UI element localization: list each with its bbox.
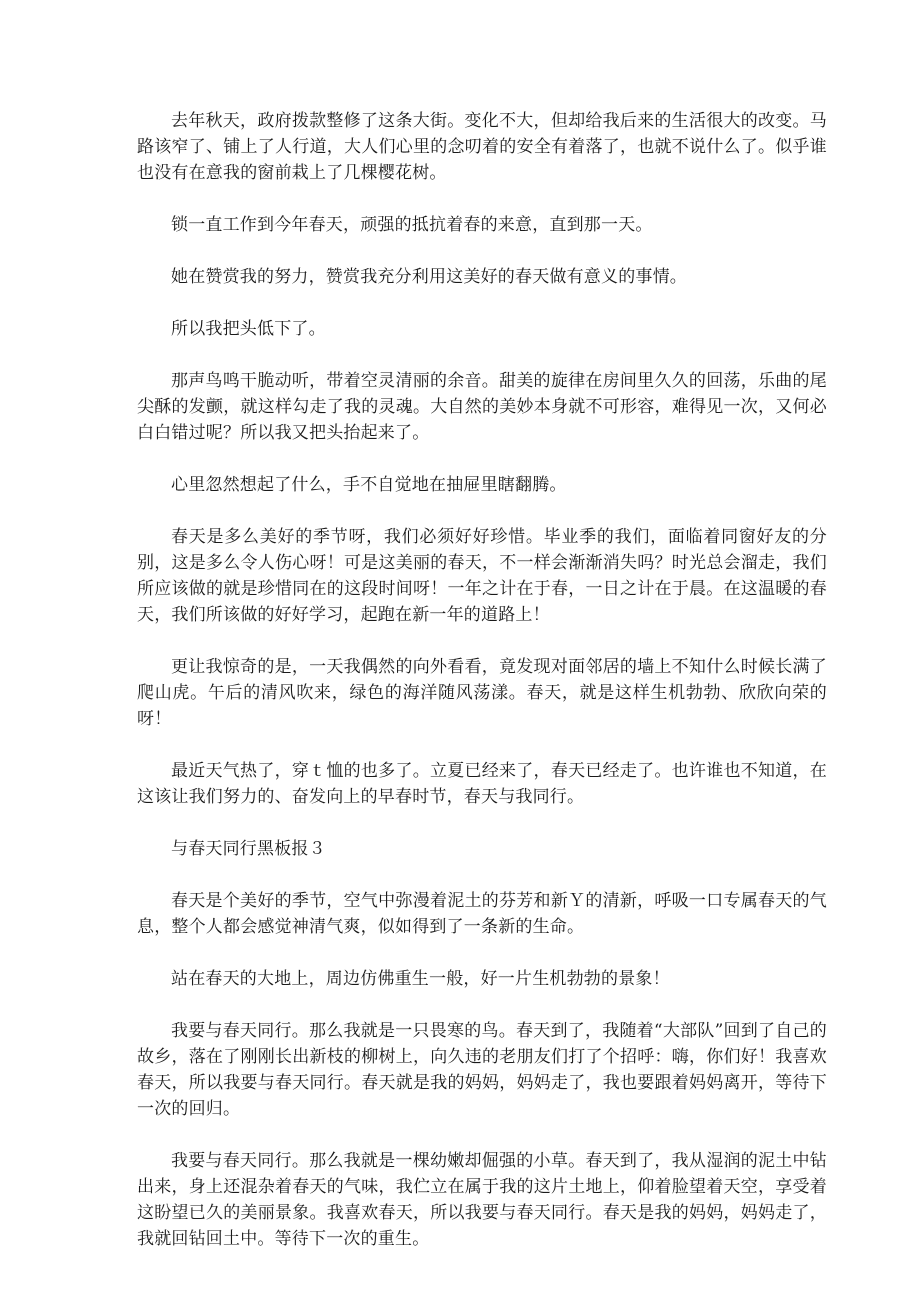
paragraph-12: 我要与春天同行。那么我就是一只畏寒的鸟。春天到了，我随着“大部队”回到了自己的故乡，落在了刚刚长出新枝的柳树上，向久违的老朋友们打了个招呼：嗨，你们好！我喜欢春天，所以我要与春天同行。春天就是我的妈妈，妈妈走了，我也要跟着妈妈离开，等待下一次的回归。: [137, 1021, 827, 1119]
paragraph-2: 锁一直工作到今年春天，顽强的抵抗着春的来意，直到那一天。: [171, 215, 653, 235]
paragraph-4: 所以我把头低下了。: [171, 319, 326, 339]
paragraph-13: 我要与春天同行。那么我就是一棵幼嫩却倔强的小草。春天到了，我从湿润的泥土中钻出来，身上还混杂着春天的气味，我伫立在属于我的这片土地上，仰着脸望着天空，享受着这盼望已久的美丽景象。我喜欢春天，所以我要与春天同行。春天是我的妈妈，妈妈走了，我就回钻回土中。等待下一次的重生。: [137, 1151, 827, 1249]
paragraph-6: 心里忽然想起了什么，手不自觉地在抽屉里瞎翻腾。: [171, 475, 567, 495]
paragraph-9: 最近天气热了，穿ｔ恤的也多了。立夏已经来了，春天已经走了。也许谁也不知道，在这该让我们努力的、奋发向上的早春时节，春天与我同行。: [137, 761, 827, 807]
paragraph-5: 那声鸟鸣干脆动听，带着空灵清丽的余音。甜美的旋律在房间里久久的回荡，乐曲的尾尖酥的发颤，就这样勾走了我的灵魂。大自然的美妙本身就不可形容，难得见一次，又何必白白错过呢？所以我又把头抬起来了。: [137, 371, 827, 443]
paragraph-10: 春天是个美好的季节，空气中弥漫着泥土的芬芳和新Ｙ的清新，呼吸一口专属春天的气息，整个人都会感觉神清气爽，似如得到了一条新的生命。: [137, 891, 827, 937]
paragraph-11: 站在春天的大地上，周边仿佛重生一般，好一片生机勃勃的景象！: [171, 969, 670, 989]
paragraph-7: 春天是多么美好的季节呀，我们必须好好珍惜。毕业季的我们，面临着同窗好友的分别，这是多么令人伤心呀！可是这美丽的春天，不一样会渐渐消失吗？时光总会溜走，我们所应该做的就是珍惜同在的这段时间呀！一年之计在于春，一日之计在于晨。在这温暖的春天，我们所该做的好好学习，起跑在新一年的道路上！: [137, 527, 827, 625]
document-page: [137, 108, 827, 1278]
paragraph-8: 更让我惊奇的是，一天我偶然的向外看看，竟发现对面邻居的墙上不知什么时候长满了爬山虎。午后的清风吹来，绿色的海洋随风荡漾。春天，就是这样生机勃勃、欣欣向荣的呀！: [137, 657, 827, 729]
paragraph-3: 她在赞赏我的努力，赞赏我充分利用这美好的春天做有意义的事情。: [171, 267, 687, 287]
section-heading: 与春天同行黑板报３: [171, 839, 326, 859]
paragraph-1: 去年秋天，政府拨款整修了这条大街。变化不大，但却给我后来的生活很大的改变。马路该窄了、铺上了人行道，大人们心里的念叨着的安全有着落了，也就不说什么了。似乎谁也没有在意我的窗前栽上了几棵樱花树。: [137, 111, 827, 183]
